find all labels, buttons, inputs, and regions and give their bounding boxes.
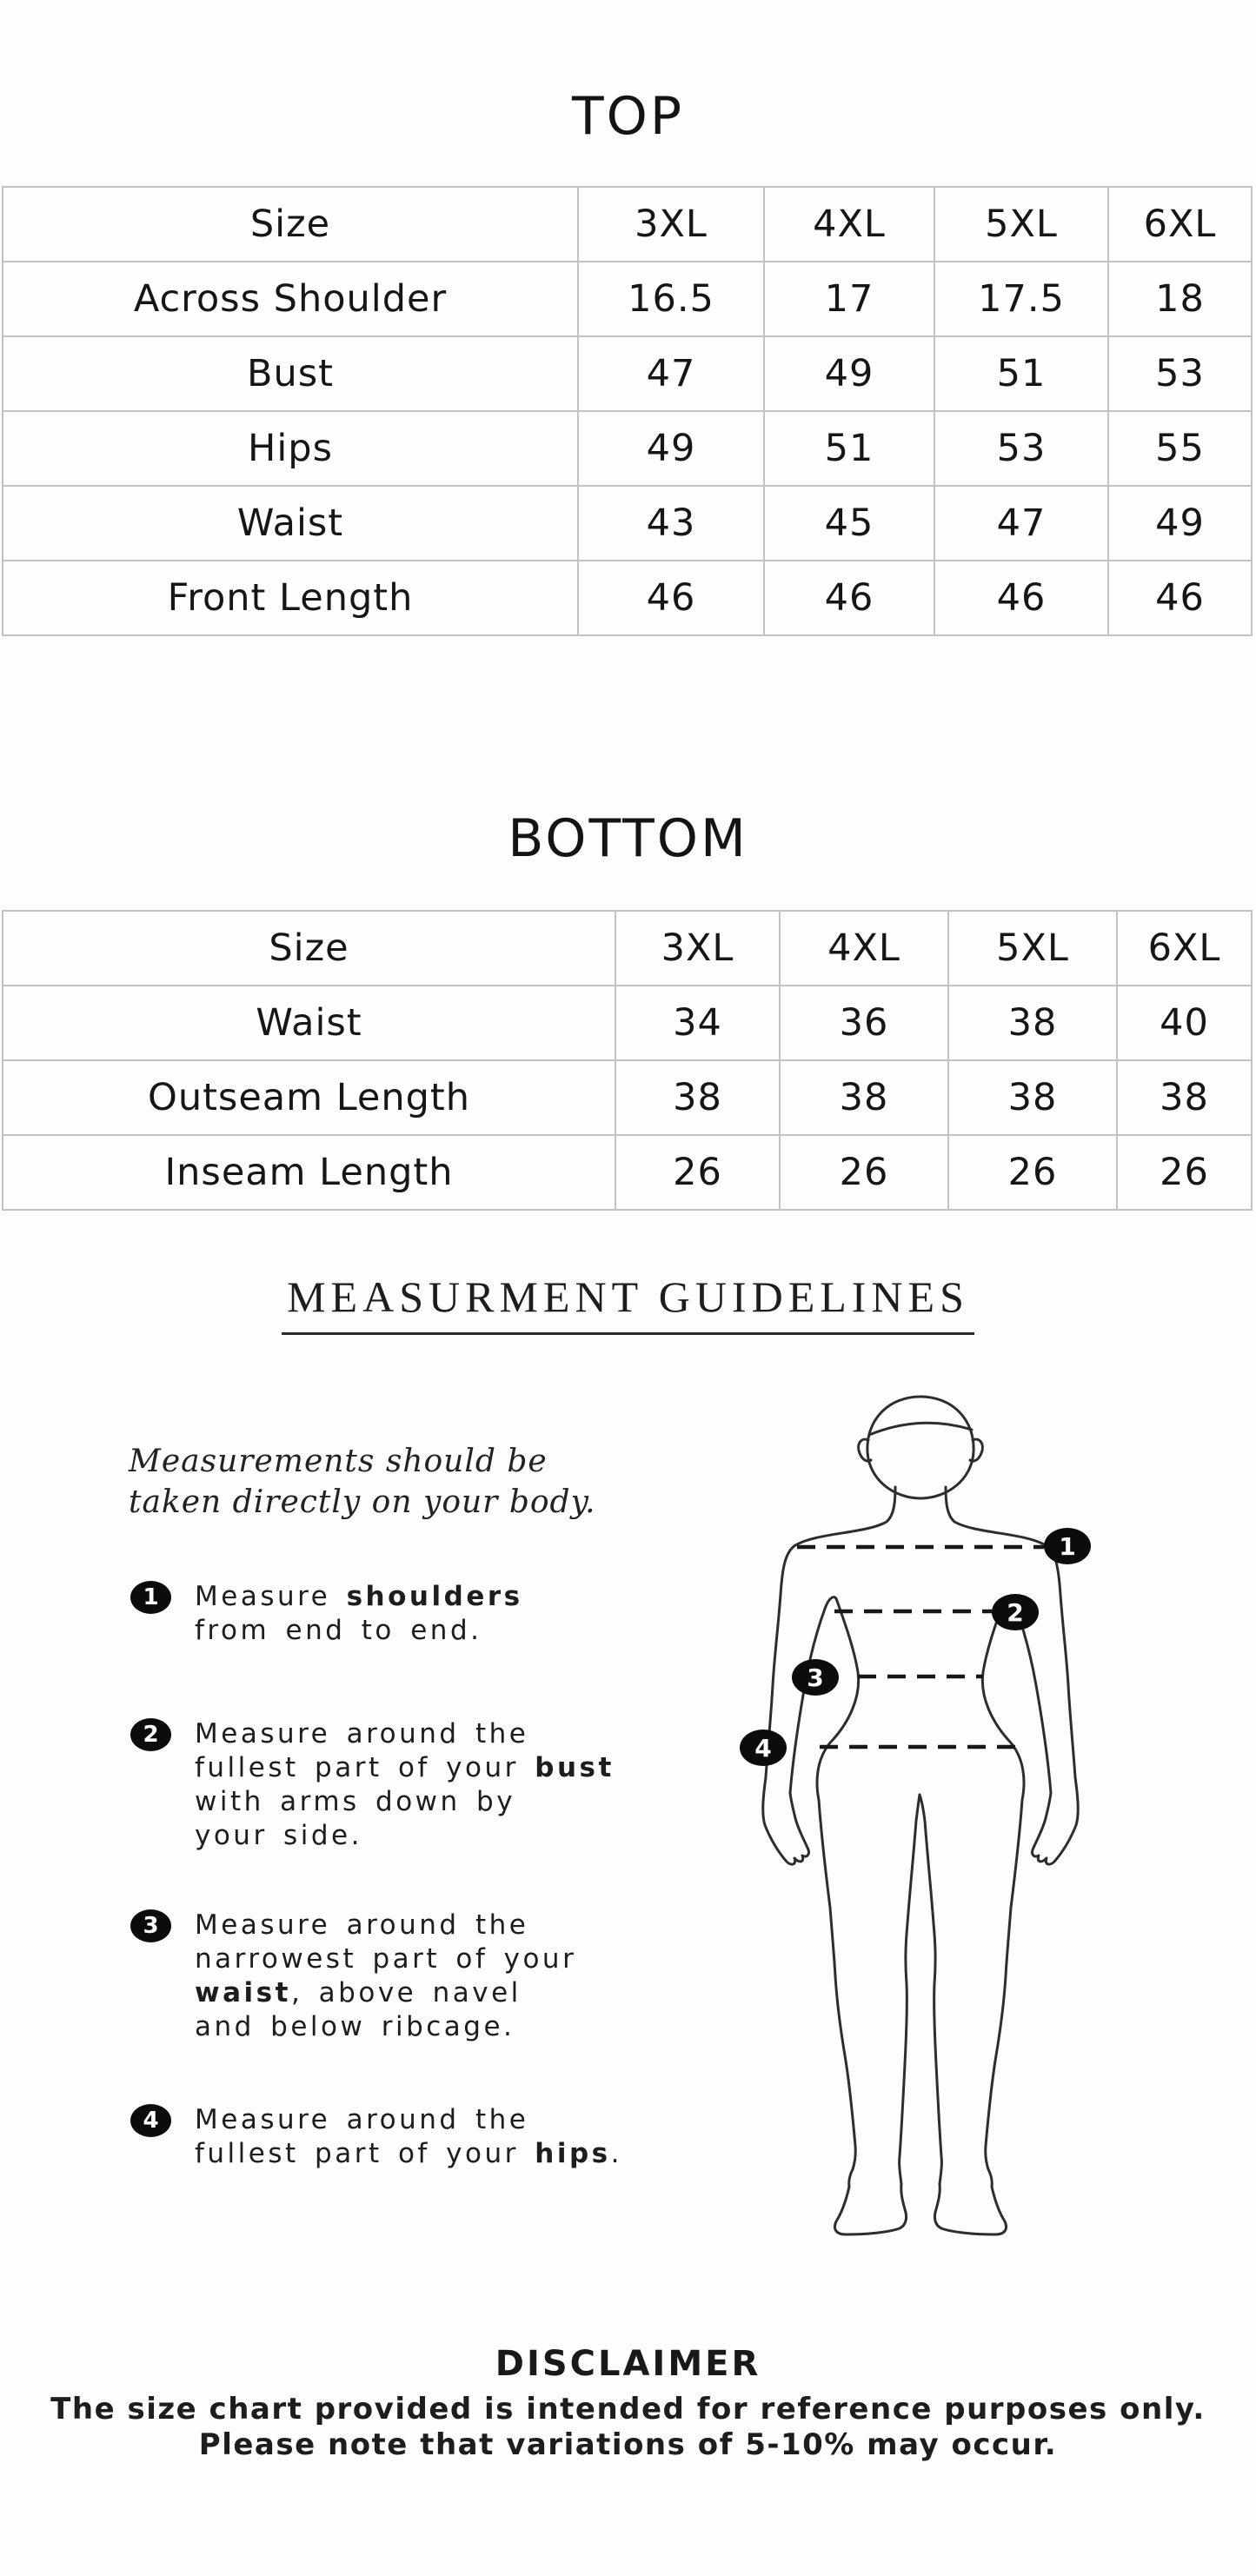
table-row bbox=[3, 187, 1252, 262]
figure-badge-3-label: 3 bbox=[807, 1663, 824, 1692]
cell-value: 38 bbox=[780, 1060, 948, 1135]
guideline-line: from end to end. bbox=[195, 1615, 482, 1646]
intro-line: Measurements should be bbox=[129, 1444, 548, 1479]
row-label: Front Length bbox=[3, 561, 578, 635]
cell-value: 46 bbox=[578, 561, 764, 635]
table-header-col: 5XL bbox=[934, 187, 1108, 262]
cell-value: 38 bbox=[948, 986, 1117, 1060]
table-header-col: 3XL bbox=[578, 187, 764, 262]
figure-badge-1-label: 1 bbox=[1059, 1532, 1076, 1561]
guideline-line: waist, above navel bbox=[195, 1977, 522, 2008]
top-section-title: TOP bbox=[571, 86, 685, 147]
cell-value: 53 bbox=[1108, 336, 1252, 411]
guideline-line: your side. bbox=[195, 1820, 362, 1851]
cell-value: 38 bbox=[1117, 1060, 1252, 1135]
table-row bbox=[3, 911, 1252, 986]
table-row bbox=[3, 986, 1252, 1060]
cell-value: 16.5 bbox=[578, 262, 764, 336]
cell-value: 18 bbox=[1108, 262, 1252, 336]
step-4-badge: 4 bbox=[130, 2104, 171, 2137]
guideline-line: fullest part of your bust bbox=[195, 1752, 615, 1783]
guideline-item-text bbox=[195, 1717, 615, 1853]
cell-value: 45 bbox=[764, 486, 934, 561]
cell-value: 26 bbox=[615, 1135, 780, 1210]
cell-value: 49 bbox=[764, 336, 934, 411]
cell-value: 51 bbox=[764, 411, 934, 486]
figure-hairline bbox=[869, 1423, 972, 1435]
cell-value: 55 bbox=[1108, 411, 1252, 486]
cell-value: 38 bbox=[948, 1060, 1117, 1135]
intro-line: taken directly on your body. bbox=[129, 1484, 596, 1520]
figure-head bbox=[867, 1397, 974, 1498]
guideline-line: and below ribcage. bbox=[195, 2011, 515, 2042]
cell-value: 40 bbox=[1117, 986, 1252, 1060]
cell-value: 47 bbox=[578, 336, 764, 411]
table-header-col: 4XL bbox=[780, 911, 948, 986]
cell-value: 47 bbox=[934, 486, 1108, 561]
guideline-line: narrowest part of your bbox=[195, 1943, 577, 1975]
body-measurement-figure bbox=[734, 1384, 1169, 2267]
guideline-item-hips bbox=[130, 2103, 622, 2171]
guideline-item-shoulders bbox=[130, 1580, 523, 1648]
disclaimer-line: Please note that variations of 5-10% may occur. bbox=[198, 2427, 1058, 2462]
guidelines-heading-text: MEASURMENT GUIDELINES bbox=[282, 1271, 974, 1335]
table-row bbox=[3, 561, 1252, 635]
row-label: Outseam Length bbox=[3, 1060, 615, 1135]
table-row bbox=[3, 1135, 1252, 1210]
disclaimer-body bbox=[0, 2392, 1256, 2463]
top-size-table bbox=[2, 186, 1253, 636]
table-header-col: 4XL bbox=[764, 187, 934, 262]
guideline-line: Measure around the bbox=[195, 1909, 529, 1941]
cell-value: 49 bbox=[1108, 486, 1252, 561]
guideline-item-text bbox=[195, 1580, 523, 1648]
cell-value: 46 bbox=[934, 561, 1108, 635]
figure-badge-4-label: 4 bbox=[754, 1734, 772, 1763]
cell-value: 26 bbox=[1117, 1135, 1252, 1210]
cell-value: 34 bbox=[615, 986, 780, 1060]
table-header-col: 3XL bbox=[615, 911, 780, 986]
table-header-col: 6XL bbox=[1117, 911, 1252, 986]
cell-value: 51 bbox=[934, 336, 1108, 411]
bottom-section-title: BOTTOM bbox=[508, 808, 748, 869]
bottom-size-table bbox=[2, 910, 1253, 1211]
guideline-line: fullest part of your hips. bbox=[195, 2138, 622, 2169]
row-label: Waist bbox=[3, 486, 578, 561]
guidelines-heading bbox=[0, 1271, 1256, 1335]
step-2-badge: 2 bbox=[130, 1718, 171, 1751]
table-row bbox=[3, 336, 1252, 411]
cell-value: 36 bbox=[780, 986, 948, 1060]
step-1-badge: 1 bbox=[130, 1581, 171, 1614]
table-row bbox=[3, 411, 1252, 486]
cell-value: 43 bbox=[578, 486, 764, 561]
figure-badge-2-label: 2 bbox=[1007, 1598, 1024, 1627]
guideline-line: Measure around the bbox=[195, 2104, 529, 2135]
row-label: Waist bbox=[3, 986, 615, 1060]
cell-value: 26 bbox=[948, 1135, 1117, 1210]
row-label: Inseam Length bbox=[3, 1135, 615, 1210]
guideline-item-waist bbox=[130, 1909, 576, 2044]
table-header-size: Size bbox=[3, 187, 578, 262]
table-header-size: Size bbox=[3, 911, 615, 986]
guideline-line: Measure shoulders bbox=[195, 1581, 523, 1612]
cell-value: 46 bbox=[764, 561, 934, 635]
cell-value: 38 bbox=[615, 1060, 780, 1135]
table-row bbox=[3, 486, 1252, 561]
row-label: Across Shoulder bbox=[3, 262, 578, 336]
cell-value: 17 bbox=[764, 262, 934, 336]
row-label: Hips bbox=[3, 411, 578, 486]
guideline-item-bust bbox=[130, 1717, 615, 1853]
cell-value: 17.5 bbox=[934, 262, 1108, 336]
guideline-line: Measure around the bbox=[195, 1718, 529, 1749]
row-label: Bust bbox=[3, 336, 578, 411]
table-header-col: 6XL bbox=[1108, 187, 1252, 262]
cell-value: 53 bbox=[934, 411, 1108, 486]
cell-value: 49 bbox=[578, 411, 764, 486]
cell-value: 26 bbox=[780, 1135, 948, 1210]
guideline-item-text bbox=[195, 1909, 576, 2044]
step-3-badge: 3 bbox=[130, 1909, 171, 1942]
table-row bbox=[3, 1060, 1252, 1135]
disclaimer-line: The size chart provided is intended for reference purposes only. bbox=[50, 2392, 1206, 2427]
table-row bbox=[3, 262, 1252, 336]
guideline-item-text bbox=[195, 2103, 622, 2171]
guideline-line: with arms down by bbox=[195, 1786, 516, 1817]
cell-value: 46 bbox=[1108, 561, 1252, 635]
table-header-col: 5XL bbox=[948, 911, 1117, 986]
guidelines-intro bbox=[129, 1441, 596, 1523]
disclaimer-heading: DISCLAIMER bbox=[495, 2344, 761, 2384]
